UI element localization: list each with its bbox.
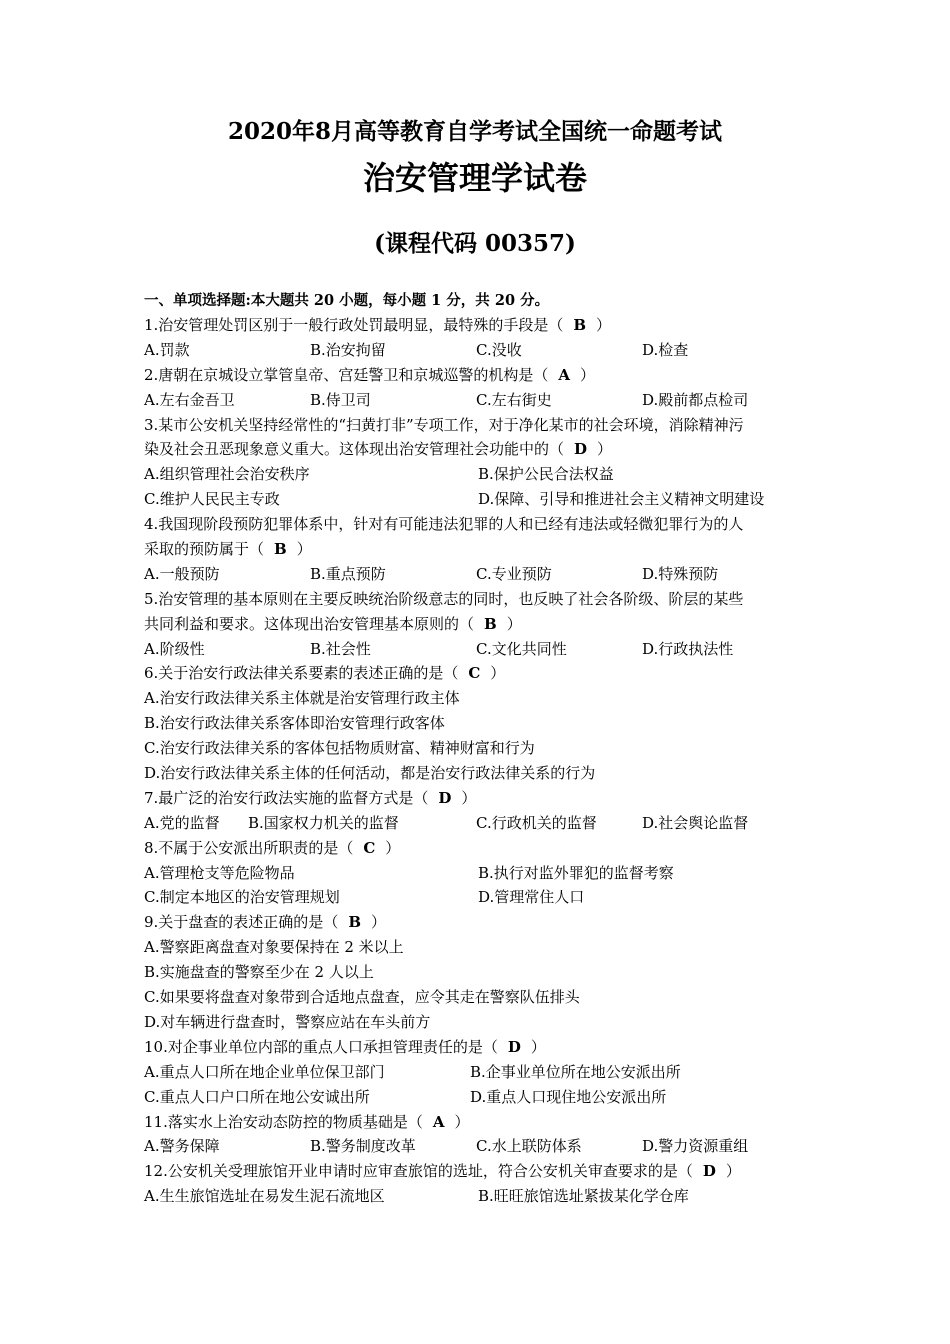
option-b: B.重点预防 (310, 564, 386, 583)
option-row (144, 338, 824, 363)
option-a: A.阶级性 (144, 639, 205, 658)
option-d: D.保障、引导和推进社会主义精神文明建设 (478, 490, 765, 509)
option-b: B.警务制度改革 (310, 1137, 416, 1156)
option-b: B.旺旺旅馆选址紧拔某化学仓库 (478, 1187, 689, 1206)
option-row (144, 388, 824, 413)
question-stem: 6.关于治安行政法律关系要素的表述正确的是（ C ） (144, 661, 824, 686)
question-stem: 5.治安管理的基本原则在主要反映统治阶级意志的同时，也反映了社会各阶级、阶层的某些 (144, 589, 744, 608)
option-c: C.如果要将盘查对象带到合适地点盘查，应令其走在警察队伍排头 (144, 988, 580, 1007)
answer-mark: D (574, 440, 588, 459)
option-c: C.左右街史 (476, 390, 552, 409)
answer-mark: A (558, 365, 570, 384)
answer-mark: B (484, 614, 497, 633)
option-a: A.一般预防 (144, 564, 220, 583)
option-row (144, 562, 824, 587)
question-stem: 12.公安机关受理旅馆开业申请时应审查旅馆的选址，符合公安机关审查要求的是（ D ） (144, 1159, 824, 1184)
option-d: D.社会舆论监督 (642, 813, 749, 832)
exam-title: 治安管理学试卷 (362, 159, 587, 197)
answer-mark: B (348, 913, 362, 932)
answer-mark: D (702, 1162, 716, 1181)
answer-mark: B (274, 540, 287, 559)
option-a: A.罚款 (144, 340, 190, 359)
question-stem-cont: 采取的预防属于（ B ） (144, 537, 824, 562)
option-c: C.行政机关的监督 (476, 813, 597, 832)
option-b: B.治安拘留 (310, 340, 386, 359)
option-d: D.殿前都点检司 (642, 390, 749, 409)
option-a: A.组织管理社会治安秩序 (144, 465, 310, 484)
option-d: D.检查 (642, 340, 689, 359)
question-stem: 10.对企事业单位内部的重点人口承担管理责任的是（ D ） (144, 1035, 824, 1060)
answer-mark: B (573, 316, 587, 334)
option-c: C.治安行政法律关系的客体包括物质财富、精神财富和行为 (144, 739, 535, 758)
exam-header: 2020年8月高等教育自学考试全国统一命题考试 (227, 118, 723, 145)
option-a: A.左右金吾卫 (144, 390, 235, 409)
option-a: A.警务保障 (144, 1137, 220, 1156)
option-c: C.文化共同性 (476, 639, 567, 658)
option-c: C.维护人民民主专政 (144, 490, 280, 509)
question-stem: 2.唐朝在京城设立掌管皇帝、宫廷警卫和京城巡警的机构是（ A ） (144, 363, 824, 388)
question-stem-cont: 共同利益和要求。这体现出治安管理基本原则的（ B ） (144, 612, 824, 637)
option-row (144, 1085, 824, 1110)
option-a: A.生生旅馆选址在易发生泥石流地区 (144, 1187, 385, 1206)
section-title: 一、单项选择题:本大题共 20 小题，每小题 1 分，共 20 分。 (144, 292, 550, 309)
option-c: C.没收 (476, 340, 522, 359)
option-row (144, 885, 824, 910)
option-b: B.企事业单位所在地公安派出所 (470, 1062, 681, 1081)
option-d: D.管理常住人口 (478, 888, 585, 907)
option-a: A.警察距离盘查对象要保持在 2 米以上 (144, 938, 404, 957)
question-stem: 11.落实水上治安动态防控的物质基础是（ A ） (144, 1110, 824, 1135)
option-b: B.社会性 (310, 639, 371, 658)
option-row (144, 861, 824, 886)
answer-mark: C (468, 664, 481, 683)
option-d: D.行政执法性 (642, 639, 734, 658)
option-b: B.国家权力机关的监督 (248, 813, 399, 832)
option-row (144, 1184, 824, 1209)
option-row (144, 1060, 824, 1085)
option-a: A.管理枪支等危险物品 (144, 863, 295, 882)
answer-mark: C (363, 838, 376, 857)
question-stem: 4.我国现阶段预防犯罪体系中，针对有可能违法犯罪的人和已经有违法或轻微犯罪行为的人 (144, 515, 744, 534)
option-a: A.党的监督 (144, 813, 220, 832)
option-b: B.治安行政法律关系客体即治安管理行政客体 (144, 714, 445, 733)
option-row (144, 487, 824, 512)
option-d: D.特殊预防 (642, 564, 719, 583)
option-a: A.治安行政法律关系主体就是治安管理行政主体 (144, 689, 460, 708)
option-b: B.执行对监外罪犯的监督考察 (478, 863, 674, 882)
question-stem-cont: 染及社会丑恶现象意义重大。这体现出治安管理社会功能中的（ D ） (144, 437, 824, 462)
option-d: D.对车辆进行盘查时，警察应站在车头前方 (144, 1012, 431, 1031)
option-c: C.水上联防体系 (476, 1137, 582, 1156)
question-stem: 7.最广泛的治安行政法实施的监督方式是（ D ） (144, 786, 824, 811)
option-row (144, 1134, 824, 1159)
question-stem: 3.某市公安机关坚持经常性的“扫黄打非”专项工作，对于净化某市的社会环境，消除精神污 (144, 415, 744, 434)
option-a: A.重点人口所在地企业单位保卫部门 (144, 1062, 385, 1081)
option-b: B.侍卫司 (310, 390, 371, 409)
option-c: C.制定本地区的治安管理规划 (144, 888, 340, 907)
option-row (144, 637, 824, 662)
answer-mark: D (438, 788, 452, 807)
option-c: C.重点人口户口所在地公安诚出所 (144, 1087, 370, 1106)
question-stem: 1.治安管理处罚区别于一般行政处罚最明显，最特殊的手段是（ B ） (144, 313, 824, 338)
option-d: D.治安行政法律关系主体的任何活动，都是治安行政法律关系的行为 (144, 764, 596, 783)
answer-mark: A (432, 1112, 445, 1131)
course-code: (课程代码 00357) (374, 230, 576, 257)
option-row (144, 811, 824, 836)
question-stem: 9.关于盘查的表述正确的是（ B ） (144, 910, 824, 935)
question-list (144, 288, 824, 1209)
option-row (144, 462, 824, 487)
option-b: B.保护公民合法权益 (478, 465, 614, 484)
option-d: D.重点人口现住地公安派出所 (470, 1087, 667, 1106)
question-stem: 8.不属于公安派出所职责的是（ C ） (144, 836, 824, 861)
answer-mark: D (507, 1037, 521, 1056)
option-b: B.实施盘查的警察至少在 2 人以上 (144, 963, 374, 982)
option-c: C.专业预防 (476, 564, 552, 583)
option-d: D.警力资源重组 (642, 1137, 749, 1156)
